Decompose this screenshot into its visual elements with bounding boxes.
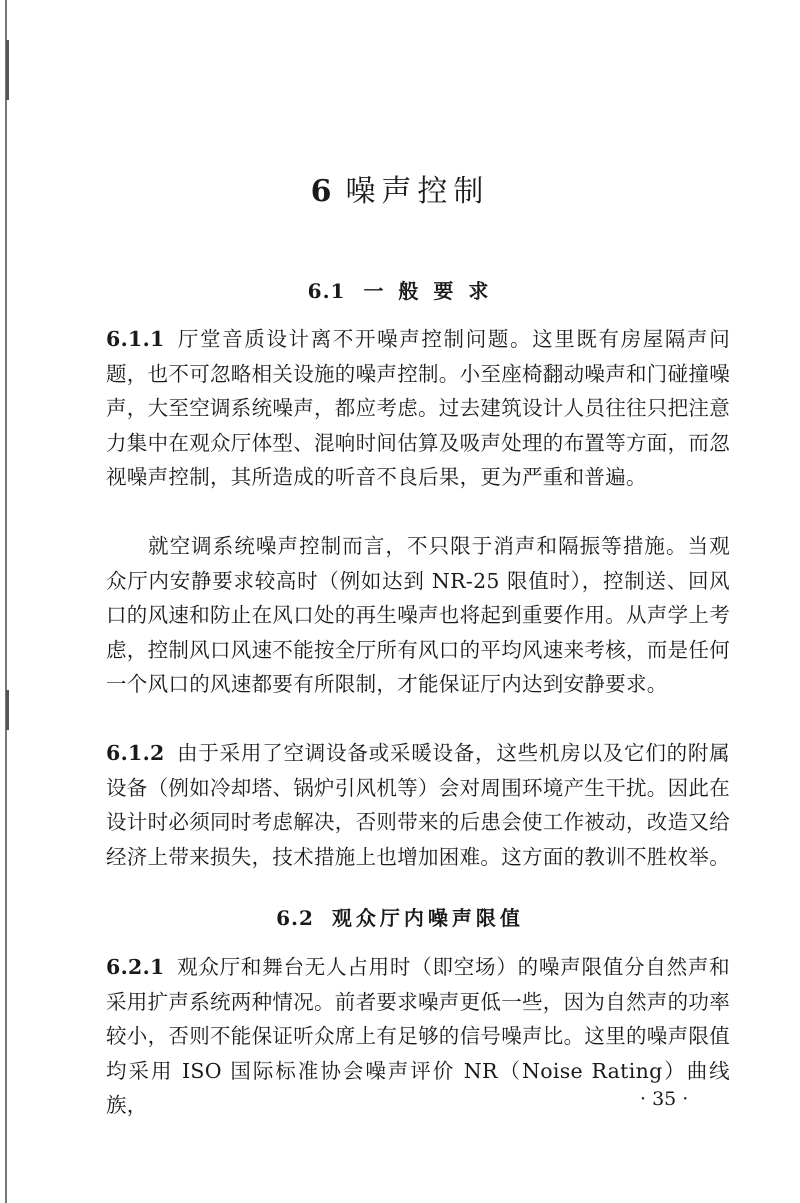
paragraph-text: 由于采用了空调设备或采暖设备，这些机房以及它们的附属设备（例如冷却塔、锅炉引风机等）会对周围环境产生干扰。因此在设计时必须同时考虑解决，否则带来的后患会使工作被动，改造又给经济上带来损失，技术措施上也增加困难。这方面的教训不胜枚举。 [106,741,730,869]
clause-number: 6.2.1 [106,955,165,979]
chapter-number: 6 [310,174,332,209]
section-number: 6.2 [276,906,314,930]
paragraph-text: 观众厅和舞台无人占用时（即空场）的噪声限值分自然声和采用扩声系统两种情况。前者要求噪声更低一些，因为自然声的功率较小，否则不能保证听众席上有足够的信号噪声比。这里的噪声限值均采用 ISO 国际标准协会噪声评价 NR（Noise Rating）曲线族， [106,955,730,1117]
edge-mark [6,40,9,100]
section-title-text: 一 般 要 求 [363,279,493,303]
paragraph-6-2-1 [106,950,730,1123]
section-title-6-2 [0,902,800,931]
paragraph-hvac-noise [106,529,730,702]
paragraph-text: 就空调系统噪声控制而言，不只限于消声和隔振等措施。当观众厅内安静要求较高时（例如达到 NR-25 限值时），控制送、回风口的风速和防止在风口处的再生噪声也将起到重要作用。从声学上考虑，控制风口风速不能按全厅所有风口的平均风速来考核，而是任何一个风口的风速都要有所限制，才能保证厅内达到安静要求。 [106,534,730,696]
section-number: 6.1 [307,279,346,303]
paragraph-text: 厅堂音质设计离不开噪声控制问题。这里既有房屋隔声问题，也不可忽略相关设施的噪声控制。小至座椅翻动噪声和门碰撞噪声，大至空调系统噪声，都应考虑。过去建筑设计人员往往只把注意力集中在观众厅体型、混响时间估算及吸声处理的布置等方面，而忽视噪声控制，其所造成的听音不良后果，更为严重和普遍。 [106,327,730,489]
paragraph-6-1-1 [106,322,730,495]
section-title-text: 观众厅内噪声限值 [331,906,524,930]
section-title-6-1 [0,275,800,304]
chapter-title-text: 噪声控制 [345,174,490,209]
edge-mark [6,690,9,730]
paragraph-6-1-2 [106,736,730,874]
chapter-title [0,166,800,210]
clause-number: 6.1.1 [106,327,165,351]
page-number: · 35 · [640,1088,689,1110]
clause-number: 6.1.2 [106,741,165,765]
